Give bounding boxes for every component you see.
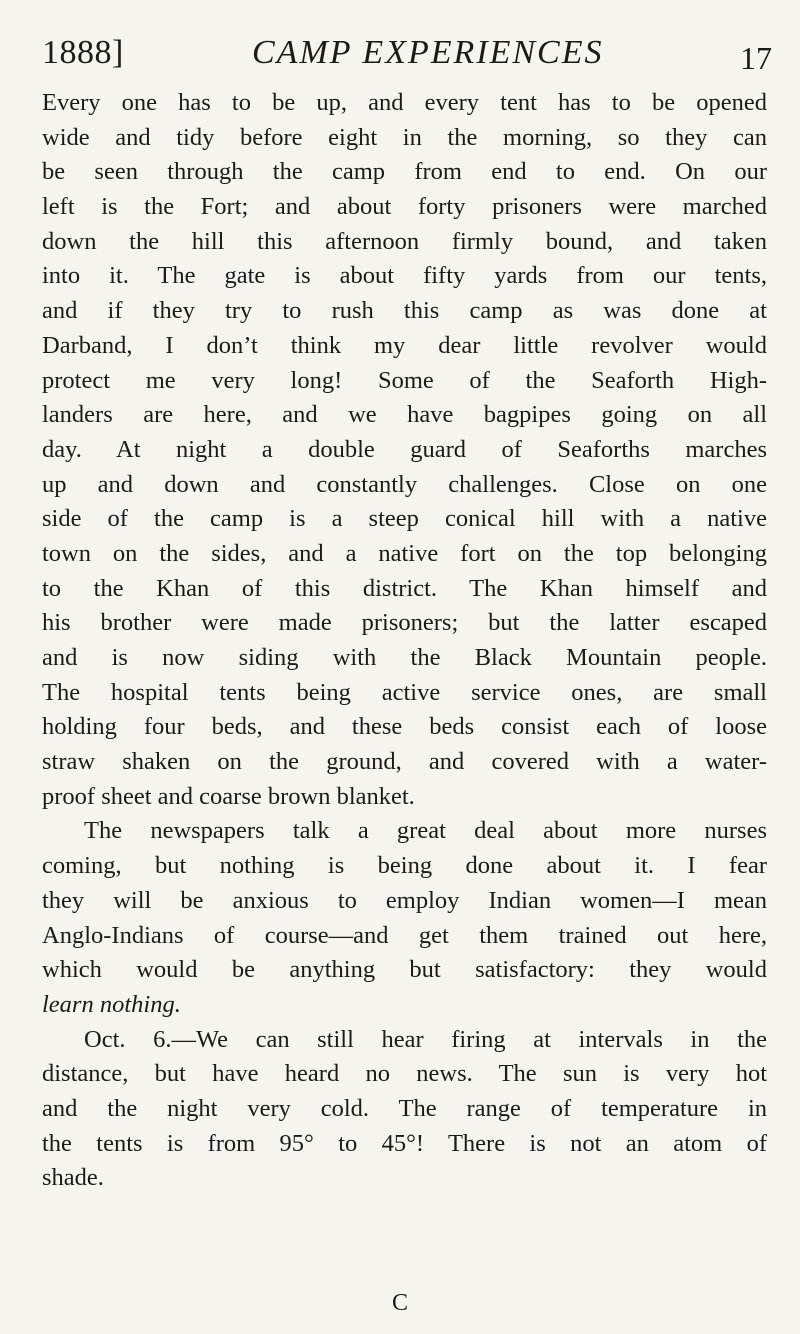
text-line: day. At night a double guard of Seaforths marches bbox=[42, 435, 767, 463]
text-line: side of the camp is a steep conical hill with a native bbox=[42, 505, 767, 533]
text-line: the tents is from 95° to 45°! There is not an atom of bbox=[42, 1129, 767, 1157]
text-line: proof sheet and coarse brown blanket. bbox=[42, 782, 415, 810]
text-line: straw shaken on the ground, and covered with a water- bbox=[42, 748, 767, 776]
text-line: Every one has to be up, and every tent has to be opened bbox=[42, 89, 767, 116]
text-line: distance, but have heard no news. The sun is very hot bbox=[42, 1060, 767, 1088]
text-line: and if they try to rush this camp as was done at bbox=[42, 297, 767, 325]
running-head-title: CAMP EXPERIENCES bbox=[252, 34, 604, 71]
text-line: town on the sides, and a native fort on the top belonging bbox=[42, 539, 767, 567]
text-line: his brother were made prisoners; but the latter escaped bbox=[42, 609, 767, 637]
text-line: left is the Fort; and about forty prisoners were marched bbox=[42, 193, 767, 221]
text-line: learn nothing. bbox=[42, 990, 181, 1018]
text-line: Darband, I don’t think my dear little revolver would bbox=[42, 331, 767, 359]
text-line: be seen through the camp from end to end. On our bbox=[42, 158, 767, 186]
text-line: down the hill this afternoon firmly bound, and taken bbox=[42, 227, 767, 255]
body-text bbox=[42, 86, 767, 1196]
text-line: Anglo-Indians of course—and get them trained out here, bbox=[42, 921, 767, 949]
text-line: protect me very long! Some of the Seaforth High- bbox=[42, 366, 767, 394]
text-line: wide and tidy before eight in the morning, so they can bbox=[42, 123, 767, 151]
text-line: and is now siding with the Black Mountain people. bbox=[42, 644, 767, 671]
page-number: 17 bbox=[740, 40, 772, 76]
text-line: up and down and constantly challenges. Close on one bbox=[42, 470, 767, 498]
signature-mark: C bbox=[392, 1290, 409, 1316]
text-line: shade. bbox=[42, 1164, 104, 1192]
text-line: into it. The gate is about fifty yards from our tents, bbox=[42, 262, 767, 290]
text-line: holding four beds, and these beds consist each of loose bbox=[42, 713, 767, 741]
text-line: The newspapers talk a great deal about more nurses bbox=[84, 817, 767, 845]
running-head-year: 1888] bbox=[42, 34, 124, 71]
running-head bbox=[42, 28, 772, 78]
text-line: coming, but nothing is being done about it. I fear bbox=[42, 852, 767, 880]
text-line: which would be anything but satisfactory: they would bbox=[42, 956, 767, 984]
text-line: landers are here, and we have bagpipes going on all bbox=[42, 401, 767, 429]
text-line: and the night very cold. The range of temperature in bbox=[42, 1094, 767, 1122]
text-line: they will be anxious to employ Indian women—I mean bbox=[42, 886, 767, 914]
text-line: The hospital tents being active service ones, are small bbox=[42, 678, 767, 706]
text-line: Oct. 6.—We can still hear firing at intervals in the bbox=[84, 1025, 767, 1053]
text-line: to the Khan of this district. The Khan himself and bbox=[42, 574, 767, 602]
